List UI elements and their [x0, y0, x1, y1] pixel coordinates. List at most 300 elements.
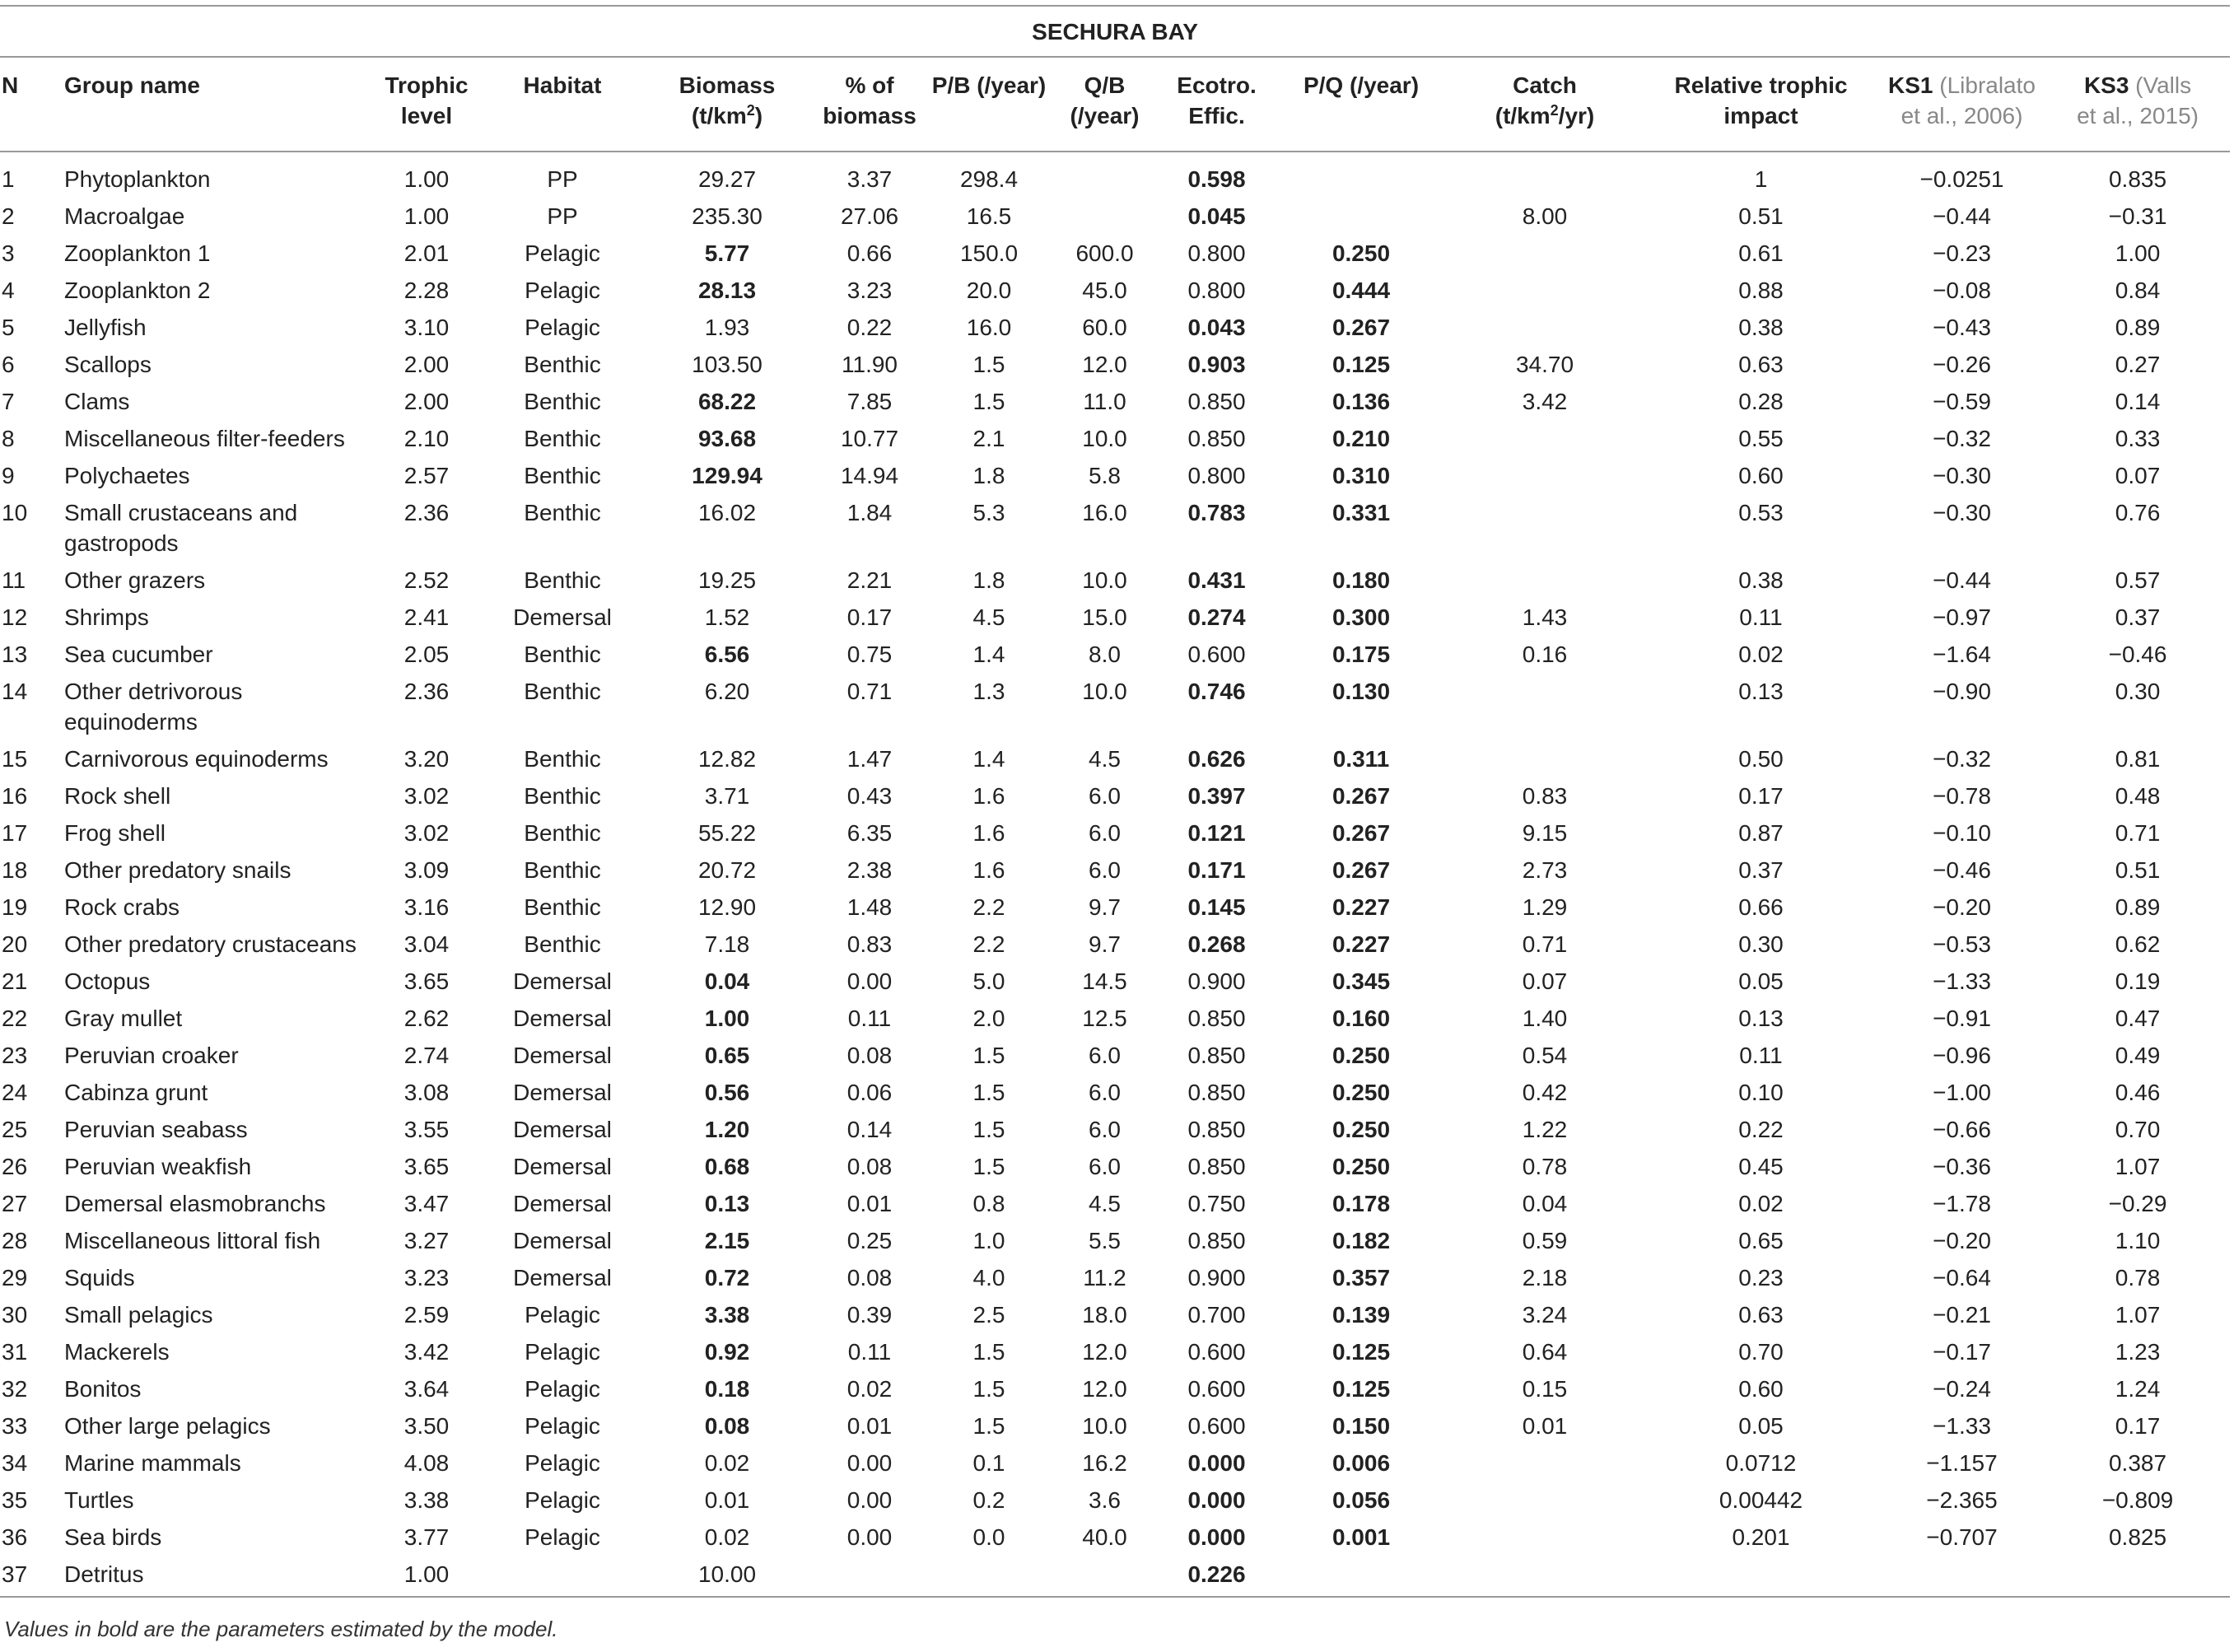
cell-catch: 0.54 — [1522, 1043, 1568, 1068]
header-ks3: KS3 (Valls et al., 2015) — [2045, 57, 2230, 152]
cell-ks1: −0.43 — [1933, 315, 1991, 340]
cell-catch: 0.07 — [1522, 968, 1568, 994]
cell-relative-trophic-impact: 0.70 — [1738, 1339, 1784, 1365]
cell-group-name: Peruvian croaker — [64, 1043, 239, 1068]
cell-percent-biomass: 2.38 — [846, 857, 893, 883]
cell-ks1: −1.78 — [1933, 1191, 1991, 1216]
cell-pb: 1.4 — [972, 642, 1005, 667]
table-row — [0, 812, 2230, 849]
cell-group-name: Other predatory crustaceans — [64, 931, 357, 957]
cell-habitat: Benthic — [524, 820, 601, 846]
cell-relative-trophic-impact: 0.38 — [1738, 315, 1784, 340]
cell-catch — [1446, 232, 1644, 269]
table-row — [0, 1294, 2230, 1331]
table-row — [0, 1479, 2230, 1516]
table-title: SECHURA BAY — [0, 6, 2230, 57]
cell-biomass: 6.20 — [704, 679, 750, 704]
cell-catch: 0.59 — [1522, 1228, 1568, 1253]
cell-pq — [1276, 152, 1446, 195]
cell-relative-trophic-impact: 0.0712 — [1725, 1450, 1797, 1476]
cell-biomass: 3.38 — [704, 1302, 750, 1328]
cell-trophic-level: 2.36 — [403, 500, 450, 525]
cell-ecotrophic-efficiency: 0.850 — [1187, 1228, 1246, 1253]
cell-ecotrophic-efficiency: 0.900 — [1187, 1265, 1246, 1290]
cell-biomass: 20.72 — [697, 857, 757, 883]
cell-catch: 1.29 — [1522, 894, 1568, 920]
cell-ecotrophic-efficiency: 0.598 — [1187, 166, 1246, 192]
cell-ecotrophic-efficiency: 0.600 — [1187, 1413, 1246, 1439]
cell-ks1: −0.20 — [1933, 1228, 1991, 1253]
cell-ks3: 1.10 — [2115, 1228, 2161, 1253]
cell-pq: 0.250 — [1332, 240, 1391, 266]
cell-pq: 0.150 — [1332, 1413, 1391, 1439]
cell-habitat: PP — [547, 166, 578, 192]
cell-group-name: Small crustaceans and gastropods — [64, 500, 298, 556]
header-qb: Q/B (/year) — [1052, 57, 1157, 152]
cell-percent-biomass: 0.06 — [846, 1080, 893, 1105]
cell-ks1: −0.32 — [1933, 426, 1991, 451]
cell-biomass: 0.65 — [704, 1043, 750, 1068]
cell-ecotrophic-efficiency: 0.800 — [1187, 463, 1246, 488]
cell-percent-biomass: 3.23 — [846, 278, 893, 303]
cell-pb: 20.0 — [966, 278, 1012, 303]
cell-pq: 0.178 — [1332, 1191, 1391, 1216]
cell-habitat: Demersal — [513, 1117, 612, 1142]
cell-habitat: Pelagic — [525, 1413, 600, 1439]
cell-trophic-level: 2.41 — [403, 604, 450, 630]
cell-group-name: Phytoplankton — [64, 166, 211, 192]
cell-percent-biomass: 1.48 — [846, 894, 893, 920]
table-row — [0, 1108, 2230, 1146]
cell-biomass: 2.15 — [704, 1228, 750, 1253]
cell-pb: 1.5 — [972, 352, 1005, 377]
table-title-row — [0, 6, 2230, 57]
cell-n: 12 — [2, 604, 28, 630]
cell-pb: 0.2 — [972, 1487, 1005, 1513]
cell-habitat: Pelagic — [525, 1487, 600, 1513]
cell-habitat: Pelagic — [525, 1302, 600, 1328]
cell-ecotrophic-efficiency: 0.121 — [1187, 820, 1246, 846]
cell-ks3: 0.78 — [2115, 1265, 2161, 1290]
cell-catch: 8.00 — [1522, 203, 1568, 229]
cell-qb: 5.8 — [1089, 463, 1121, 488]
cell-ks3: 0.84 — [2115, 278, 2161, 303]
cell-ks3: −0.809 — [2101, 1487, 2174, 1513]
cell-biomass: 0.68 — [704, 1154, 750, 1179]
cell-group-name: Scallops — [64, 352, 152, 377]
table-row — [0, 775, 2230, 812]
cell-biomass: 0.72 — [704, 1265, 750, 1290]
cell-trophic-level: 2.59 — [403, 1302, 450, 1328]
cell-pb: 16.0 — [966, 315, 1012, 340]
cell-relative-trophic-impact: 0.55 — [1738, 426, 1784, 451]
cell-ks3: −0.46 — [2108, 642, 2167, 667]
cell-ecotrophic-efficiency: 0.800 — [1187, 240, 1246, 266]
cell-n: 13 — [2, 642, 28, 667]
cell-qb: 3.6 — [1089, 1487, 1121, 1513]
cell-trophic-level: 3.16 — [403, 894, 450, 920]
cell-pb: 0.1 — [972, 1450, 1005, 1476]
table-header-row — [0, 57, 2230, 152]
cell-biomass: 0.13 — [704, 1191, 750, 1216]
cell-habitat: Benthic — [524, 642, 601, 667]
cell-group-name: Clams — [64, 389, 130, 414]
cell-pb: 1.5 — [972, 1080, 1005, 1105]
cell-pb: 4.0 — [972, 1265, 1005, 1290]
cell-percent-biomass: 3.37 — [846, 166, 893, 192]
cell-n: 33 — [2, 1413, 28, 1439]
cell-pq: 0.444 — [1332, 278, 1391, 303]
cell-catch: 1.22 — [1522, 1117, 1568, 1142]
cell-habitat: Pelagic — [525, 1450, 600, 1476]
cell-biomass: 0.18 — [704, 1376, 750, 1402]
cell-pb: 0.8 — [972, 1191, 1005, 1216]
cell-biomass: 0.92 — [704, 1339, 750, 1365]
cell-group-name: Peruvian weakfish — [64, 1154, 252, 1179]
cell-catch: 1.40 — [1522, 1006, 1568, 1031]
cell-group-name: Demersal elasmobranchs — [64, 1191, 326, 1216]
cell-ks1: −1.157 — [1926, 1450, 1998, 1476]
cell-trophic-level: 2.01 — [403, 240, 450, 266]
table-row — [0, 455, 2230, 492]
cell-ks1: −1.00 — [1933, 1080, 1991, 1105]
cell-n: 18 — [2, 857, 28, 883]
cell-ks1: −1.33 — [1933, 1413, 1991, 1439]
cell-catch — [1446, 1479, 1644, 1516]
cell-relative-trophic-impact: 0.63 — [1738, 352, 1784, 377]
cell-ks3: 0.51 — [2115, 857, 2161, 883]
table-row — [0, 559, 2230, 596]
cell-pb: 1.8 — [972, 567, 1005, 593]
cell-catch: 0.04 — [1522, 1191, 1568, 1216]
cell-qb: 16.0 — [1082, 500, 1127, 525]
cell-pb: 1.0 — [972, 1228, 1005, 1253]
cell-trophic-level: 3.08 — [403, 1080, 450, 1105]
table-row — [0, 1442, 2230, 1479]
cell-percent-biomass: 0.00 — [846, 1450, 893, 1476]
cell-relative-trophic-impact: 0.02 — [1738, 642, 1784, 667]
cell-relative-trophic-impact: 0.63 — [1738, 1302, 1784, 1328]
cell-n: 5 — [2, 315, 15, 340]
cell-n: 19 — [2, 894, 28, 920]
cell-pq: 0.311 — [1332, 746, 1390, 772]
cell-ks1: −0.24 — [1933, 1376, 1991, 1402]
cell-relative-trophic-impact: 0.05 — [1738, 1413, 1784, 1439]
cell-ecotrophic-efficiency: 0.783 — [1187, 500, 1246, 525]
cell-trophic-level: 3.38 — [403, 1487, 450, 1513]
cell-group-name: Squids — [64, 1265, 135, 1290]
cell-pb: 1.6 — [972, 857, 1005, 883]
cell-pb — [926, 1553, 1052, 1597]
cell-habitat: Benthic — [524, 389, 601, 414]
cell-biomass: 10.00 — [641, 1553, 814, 1597]
cell-ecotrophic-efficiency: 0.903 — [1187, 352, 1246, 377]
cell-relative-trophic-impact: 0.201 — [1732, 1524, 1790, 1550]
cell-pq — [1276, 195, 1446, 232]
cell-biomass: 93.68 — [697, 426, 757, 451]
cell-pq: 0.001 — [1332, 1524, 1391, 1550]
cell-pq: 0.300 — [1332, 604, 1391, 630]
cell-qb: 15.0 — [1082, 604, 1127, 630]
cell-trophic-level: 3.10 — [403, 315, 450, 340]
cell-biomass: 1.52 — [704, 604, 750, 630]
cell-n: 26 — [2, 1154, 28, 1179]
cell-biomass: 0.04 — [704, 968, 750, 994]
cell-pq: 0.227 — [1332, 931, 1391, 957]
cell-n: 32 — [2, 1376, 28, 1402]
cell-trophic-level: 3.02 — [403, 820, 450, 846]
cell-catch — [1446, 492, 1644, 559]
cell-percent-biomass: 0.00 — [846, 1487, 893, 1513]
cell-biomass: 28.13 — [697, 278, 757, 303]
cell-group-name: Other predatory snails — [64, 857, 291, 883]
cell-n: 4 — [2, 278, 15, 303]
cell-catch — [1446, 1553, 1644, 1597]
cell-percent-biomass: 7.85 — [846, 389, 893, 414]
cell-n: 3 — [2, 240, 15, 266]
cell-ks3: 0.89 — [2115, 894, 2161, 920]
cell-ks1: −0.64 — [1933, 1265, 1991, 1290]
cell-catch: 0.83 — [1522, 783, 1568, 809]
cell-biomass: 0.08 — [704, 1413, 750, 1439]
cell-ks3: 0.48 — [2115, 783, 2161, 809]
cell-n: 30 — [2, 1302, 28, 1328]
cell-n: 22 — [2, 1006, 28, 1031]
cell-qb: 45.0 — [1082, 278, 1127, 303]
cell-ecotrophic-efficiency: 0.850 — [1187, 1080, 1246, 1105]
cell-catch: 34.70 — [1515, 352, 1574, 377]
cell-n: 11 — [2, 567, 26, 593]
cell-habitat: Pelagic — [525, 1339, 600, 1365]
cell-catch — [1446, 1516, 1644, 1553]
cell-relative-trophic-impact: 0.37 — [1738, 857, 1784, 883]
cell-percent-biomass: 1.84 — [846, 500, 893, 525]
cell-habitat: Benthic — [524, 500, 601, 525]
cell-qb: 6.0 — [1089, 1117, 1121, 1142]
cell-ks1: −0.96 — [1933, 1043, 1991, 1068]
table-row — [0, 152, 2230, 195]
cell-trophic-level: 2.00 — [403, 352, 450, 377]
table-row — [0, 923, 2230, 960]
cell-pb: 298.4 — [959, 166, 1019, 192]
cell-ecotrophic-efficiency: 0.850 — [1187, 426, 1246, 451]
cell-qb: 11.2 — [1083, 1265, 1126, 1290]
table-row — [0, 380, 2230, 418]
header-relative-trophic-impact: Relative trophic impact — [1644, 57, 1878, 152]
cell-qb: 9.7 — [1089, 894, 1121, 920]
cell-pb: 5.3 — [972, 500, 1005, 525]
cell-group-name: Frog shell — [64, 820, 166, 846]
cell-n: 2 — [2, 203, 15, 229]
table-row — [0, 886, 2230, 923]
table-row — [0, 1183, 2230, 1220]
cell-ecotrophic-efficiency: 0.226 — [1157, 1553, 1276, 1597]
cell-n: 25 — [2, 1117, 28, 1142]
cell-n: 36 — [2, 1524, 28, 1550]
cell-qb: 6.0 — [1089, 1154, 1121, 1179]
cell-ecotrophic-efficiency: 0.000 — [1187, 1487, 1246, 1513]
cell-relative-trophic-impact: 0.22 — [1738, 1117, 1784, 1142]
cell-biomass: 3.71 — [704, 783, 750, 809]
cell-biomass: 1.20 — [704, 1117, 750, 1142]
cell-habitat: Pelagic — [525, 278, 600, 303]
cell-pq: 0.310 — [1332, 463, 1391, 488]
cell-group-name: Miscellaneous filter-feeders — [64, 426, 345, 451]
cell-trophic-level: 2.05 — [403, 642, 450, 667]
cell-relative-trophic-impact: 0.13 — [1738, 1006, 1784, 1031]
table-row — [0, 418, 2230, 455]
header-pb: P/B (/year) — [926, 57, 1052, 152]
cell-ecotrophic-efficiency: 0.045 — [1187, 203, 1246, 229]
cell-habitat: Demersal — [513, 1191, 612, 1216]
cell-percent-biomass: 0.25 — [846, 1228, 893, 1253]
cell-group-name: Jellyfish — [64, 315, 147, 340]
cell-ks1: −0.36 — [1933, 1154, 1991, 1179]
cell-trophic-level: 2.57 — [403, 463, 450, 488]
cell-n: 6 — [2, 352, 15, 377]
table-row — [0, 1331, 2230, 1368]
cell-ks3: 0.81 — [2115, 746, 2161, 772]
table-row — [0, 670, 2230, 738]
cell-biomass: 29.27 — [697, 166, 757, 192]
cell-biomass: 0.02 — [704, 1524, 750, 1550]
cell-ks3: 1.00 — [2115, 240, 2161, 266]
cell-catch: 0.71 — [1522, 931, 1568, 957]
cell-ks3: 0.30 — [2115, 679, 2161, 704]
cell-habitat — [484, 1553, 641, 1597]
cell-relative-trophic-impact: 0.61 — [1738, 240, 1784, 266]
cell-group-name: Shrimps — [64, 604, 149, 630]
cell-relative-trophic-impact: 0.38 — [1738, 567, 1784, 593]
cell-trophic-level: 3.77 — [403, 1524, 450, 1550]
cell-ks1: −0.32 — [1933, 746, 1991, 772]
cell-percent-biomass: 10.77 — [840, 426, 899, 451]
table-row — [0, 1516, 2230, 1553]
table-row — [0, 1405, 2230, 1442]
cell-relative-trophic-impact: 0.28 — [1738, 389, 1784, 414]
cell-catch: 1.43 — [1522, 604, 1568, 630]
cell-ks1: −0.707 — [1926, 1524, 1998, 1550]
cell-ks3: 0.76 — [2115, 500, 2161, 525]
cell-ks1: −2.365 — [1926, 1487, 1998, 1513]
cell-ecotrophic-efficiency: 0.043 — [1187, 315, 1246, 340]
cell-biomass: 0.01 — [704, 1487, 750, 1513]
cell-ks1: −0.78 — [1933, 783, 1991, 809]
cell-qb — [1052, 152, 1157, 195]
cell-catch — [1446, 152, 1644, 195]
header-group-name: Group name — [64, 57, 369, 152]
cell-pq: 0.006 — [1332, 1450, 1391, 1476]
cell-pq: 0.345 — [1332, 968, 1391, 994]
header-trophic-level: Trophic level — [369, 57, 484, 152]
cell-ks3: 0.49 — [2115, 1043, 2161, 1068]
cell-percent-biomass: 1.47 — [846, 746, 893, 772]
cell-ecotrophic-efficiency: 0.600 — [1187, 1339, 1246, 1365]
table-footnote: Values in bold are the parameters estimated by the model. — [4, 1617, 558, 1641]
cell-relative-trophic-impact: 0.60 — [1738, 1376, 1784, 1402]
header-habitat: Habitat — [484, 57, 641, 152]
cell-trophic-level: 3.23 — [403, 1265, 450, 1290]
cell-relative-trophic-impact: 0.45 — [1738, 1154, 1784, 1179]
cell-qb — [1052, 1553, 1157, 1597]
cell-catch — [1446, 455, 1644, 492]
cell-catch: 0.15 — [1522, 1376, 1568, 1402]
cell-habitat: Benthic — [524, 679, 601, 704]
cell-percent-biomass: 0.11 — [847, 1006, 892, 1031]
cell-group-name: Turtles — [64, 1487, 134, 1513]
table-row — [0, 269, 2230, 306]
cell-biomass: 19.25 — [697, 567, 757, 593]
cell-pq: 0.250 — [1332, 1117, 1391, 1142]
cell-biomass: 235.30 — [692, 203, 763, 229]
cell-habitat: Demersal — [513, 968, 612, 994]
cell-qb: 12.0 — [1082, 352, 1127, 377]
cell-ecotrophic-efficiency: 0.850 — [1187, 1006, 1246, 1031]
cell-group-name: Marine mammals — [64, 1450, 241, 1476]
header-biomass: Biomass $(t/km^2)$ — [641, 57, 814, 152]
cell-catch: 9.15 — [1522, 820, 1568, 846]
cell-habitat: Demersal — [513, 1006, 612, 1031]
cell-percent-biomass: 0.66 — [846, 240, 893, 266]
table-row — [0, 195, 2230, 232]
cell-group-name: Gray mullet — [64, 1006, 183, 1031]
cell-pq: 0.357 — [1332, 1265, 1391, 1290]
cell-group-name: Sea birds — [64, 1524, 162, 1550]
cell-ecotrophic-efficiency: 0.600 — [1187, 642, 1246, 667]
cell-group-name: Octopus — [64, 968, 151, 994]
cell-pb: 2.5 — [972, 1302, 1005, 1328]
table-row — [0, 1257, 2230, 1294]
cell-n: 21 — [2, 968, 28, 994]
cell-ks1: −0.21 — [1933, 1302, 1991, 1328]
cell-habitat: Benthic — [524, 567, 601, 593]
cell-ks3: 0.89 — [2115, 315, 2161, 340]
cell-biomass: 68.22 — [697, 389, 757, 414]
cell-pq: 0.139 — [1332, 1302, 1391, 1328]
ecopath-parameters-table — [0, 5, 2230, 1598]
cell-pq: 0.125 — [1332, 1339, 1391, 1365]
cell-ks3: −0.29 — [2108, 1191, 2167, 1216]
cell-pb: 2.2 — [972, 931, 1005, 957]
cell-pb: 1.5 — [972, 1154, 1005, 1179]
cell-relative-trophic-impact: 0.53 — [1738, 500, 1784, 525]
cell-ks3: 0.14 — [2115, 389, 2161, 414]
cell-qb: 14.5 — [1082, 968, 1127, 994]
cell-catch: 3.24 — [1522, 1302, 1568, 1328]
cell-n: 16 — [2, 783, 28, 809]
cell-percent-biomass: 0.08 — [846, 1154, 893, 1179]
cell-relative-trophic-impact — [1644, 1553, 1878, 1597]
cell-group-name: Macroalgae — [64, 203, 185, 229]
cell-relative-trophic-impact: 0.11 — [1739, 604, 1783, 630]
cell-catch: 0.64 — [1522, 1339, 1568, 1365]
cell-percent-biomass: 0.08 — [846, 1043, 893, 1068]
cell-group-name: Rock shell — [64, 783, 171, 809]
cell-trophic-level: 2.00 — [403, 389, 450, 414]
cell-percent-biomass: 0.43 — [846, 783, 893, 809]
table-row — [0, 492, 2230, 559]
cell-ks3: 0.57 — [2115, 567, 2161, 593]
table-row — [0, 306, 2230, 343]
cell-percent-biomass: 0.01 — [846, 1413, 893, 1439]
cell-catch — [1446, 1442, 1644, 1479]
cell-catch — [1446, 559, 1644, 596]
cell-group-name: Bonitos — [64, 1376, 142, 1402]
cell-qb: 5.5 — [1089, 1228, 1121, 1253]
cell-pb: 1.6 — [972, 820, 1005, 846]
cell-qb: 18.0 — [1082, 1302, 1127, 1328]
cell-relative-trophic-impact: 0.17 — [1738, 783, 1784, 809]
